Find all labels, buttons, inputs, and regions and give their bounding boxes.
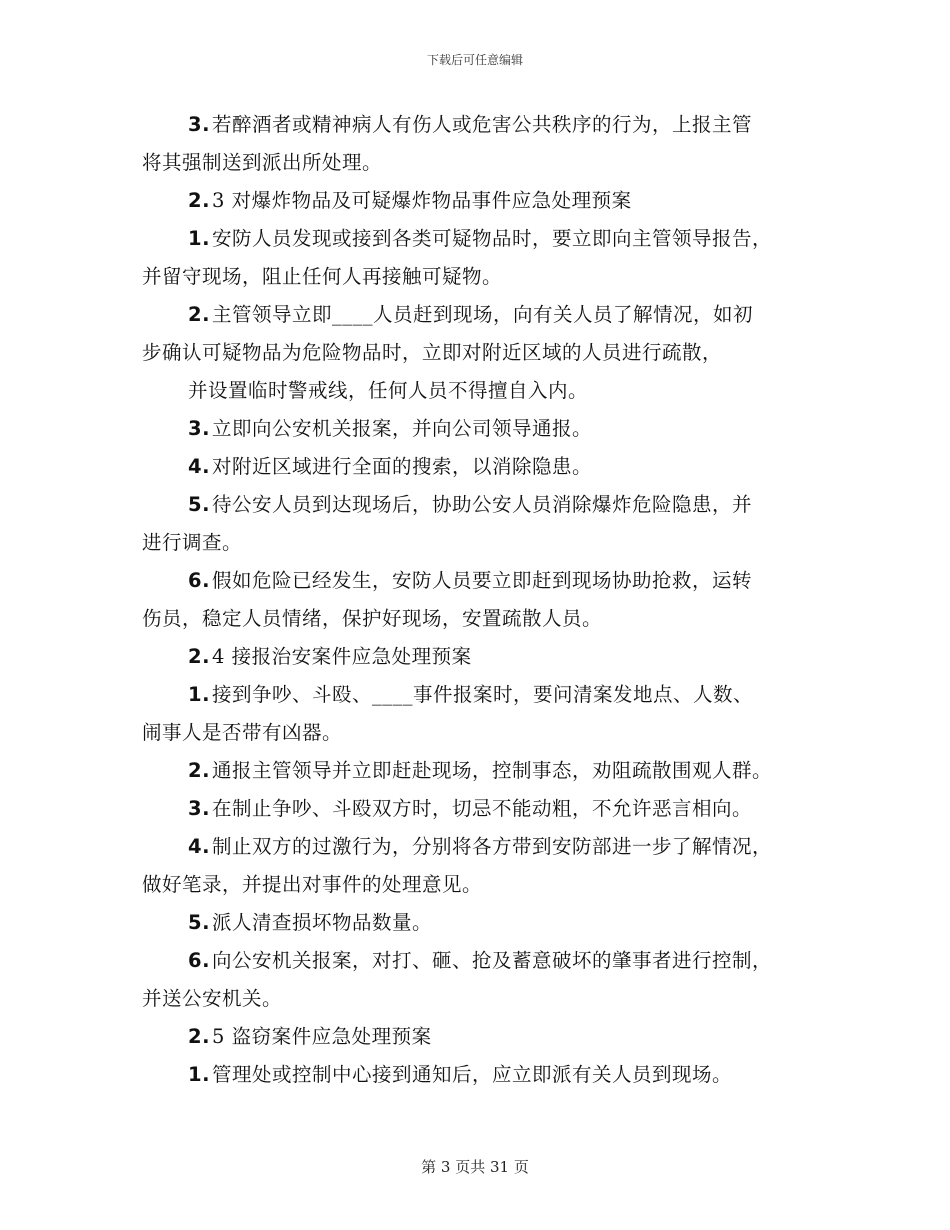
line-text: 若醉酒者或精神病人有伤人或危害公共秩序的行为，上报主管 [211, 113, 752, 136]
text-line [142, 144, 810, 182]
line-text: 并设置临时警戒线，任何人员不得擅自入内。 [188, 379, 589, 402]
item-number: 4. [188, 455, 210, 478]
item-number: 3. [188, 417, 210, 440]
text-line [142, 790, 810, 828]
line-text: 待公安人员到达现场后，协助公安人员消除爆炸危险隐患，并 [211, 493, 752, 516]
text-line [142, 600, 810, 638]
line-text: 将其强制送到派出所处理。 [142, 151, 383, 174]
line-text: 制止双方的过激行为，分别将各方带到安防部进一步了解情况， [211, 835, 772, 858]
page-header: 下载后可任意编辑 [426, 53, 523, 67]
text-line [142, 372, 810, 410]
line-text: 并送公安机关。 [142, 987, 283, 1010]
text-line [142, 258, 810, 296]
item-number: 1. [188, 1063, 210, 1086]
line-text: 步确认可疑物品为危险物品时，立即对附近区域的人员进行疏散， [142, 341, 723, 364]
text-line [142, 448, 810, 486]
text-line [142, 1018, 810, 1056]
line-text: 派人清查损坏物品数量。 [211, 911, 432, 934]
document-body [142, 106, 810, 1094]
text-line [142, 296, 810, 334]
text-line [142, 752, 810, 790]
text-line [142, 220, 810, 258]
text-line [142, 904, 810, 942]
text-line [142, 866, 810, 904]
line-text: 5 盗窃案件应急处理预案 [211, 1025, 432, 1048]
item-number: 5. [188, 493, 210, 516]
text-line [142, 942, 810, 980]
text-line [142, 106, 810, 144]
text-line [142, 486, 810, 524]
item-number: 2. [188, 1025, 210, 1048]
text-line [142, 1056, 810, 1094]
item-number: 2. [188, 303, 210, 326]
text-line [142, 334, 810, 372]
item-number: 1. [188, 683, 210, 706]
text-line [142, 562, 810, 600]
text-line [142, 828, 810, 866]
line-text: 在制止争吵、斗殴双方时，切忌不能动粗，不允许恶言相向。 [211, 797, 752, 820]
line-text: 对附近区域进行全面的搜索，以消除隐患。 [211, 455, 592, 478]
text-line [142, 410, 810, 448]
item-number: 6. [188, 949, 210, 972]
item-number: 3. [188, 797, 210, 820]
text-line [142, 714, 810, 752]
item-number: 3. [188, 113, 210, 136]
line-text: 4 接报治安案件应急处理预案 [211, 645, 472, 668]
line-text: 向公安机关报案，对打、砸、抢及蓄意破坏的肇事者进行控制， [211, 949, 772, 972]
text-line [142, 182, 810, 220]
item-number: 2. [188, 759, 210, 782]
text-line [142, 676, 810, 714]
line-text: 立即向公安机关报案，并向公司领导通报。 [211, 417, 592, 440]
text-line [142, 638, 810, 676]
item-number: 2. [188, 189, 210, 212]
line-text: 做好笔录，并提出对事件的处理意见。 [142, 873, 483, 896]
line-text: 并留守现场，阻止任何人再接触可疑物。 [142, 265, 503, 288]
item-number: 2. [188, 645, 210, 668]
line-text: 安防人员发现或接到各类可疑物品时，要立即向主管领导报告， [211, 227, 772, 250]
text-line [142, 524, 810, 562]
item-number: 4. [188, 835, 210, 858]
line-text: 通报主管领导并立即赶赴现场，控制事态，劝阻疏散围观人群。 [211, 759, 772, 782]
line-text: 假如危险已经发生，安防人员要立即赶到现场协助抢救，运转 [211, 569, 752, 592]
item-number: 6. [188, 569, 210, 592]
item-number: 5. [188, 911, 210, 934]
line-text: 闹事人是否带有凶器。 [142, 721, 343, 744]
line-text: 管理处或控制中心接到通知后，应立即派有关人员到现场。 [211, 1063, 732, 1086]
item-number: 1. [188, 227, 210, 250]
line-text: 伤员，稳定人员情绪，保护好现场，安置疏散人员。 [142, 607, 603, 630]
line-text: 接到争吵、斗殴、____事件报案时，要问清案发地点、人数、 [211, 683, 753, 706]
text-line [142, 980, 810, 1018]
page-footer: 第 3 页共 31 页 [421, 1158, 529, 1176]
line-text: 3 对爆炸物品及可疑爆炸物品事件应急处理预案 [211, 189, 632, 212]
line-text: 进行调查。 [142, 531, 243, 554]
line-text: 主管领导立即____人员赶到现场，向有关人员了解情况，如初 [211, 303, 753, 326]
